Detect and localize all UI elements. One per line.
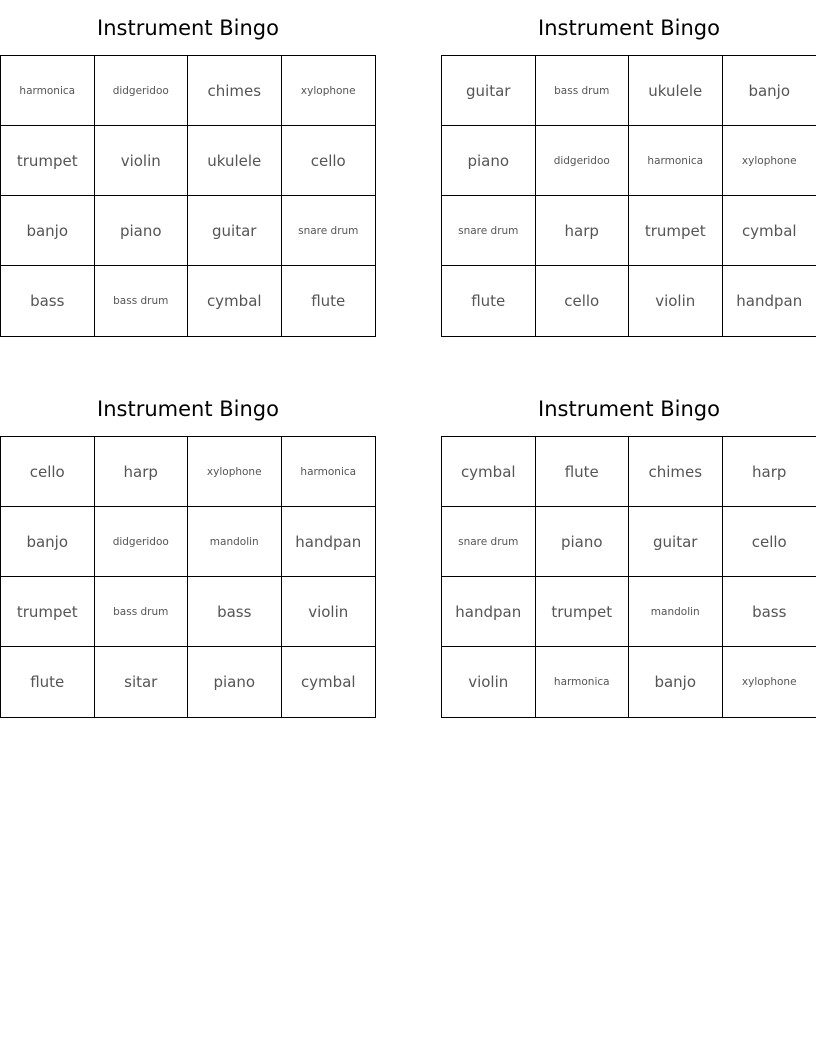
bingo-cell: cello — [723, 507, 816, 577]
bingo-cell: banjo — [1, 196, 95, 266]
bingo-cell: harmonica — [629, 126, 723, 196]
bingo-cell: bass — [188, 577, 282, 647]
bingo-cell: chimes — [188, 56, 282, 126]
card-title: Instrument Bingo — [538, 397, 720, 421]
bingo-grid — [0, 436, 376, 718]
bingo-cell: harmonica — [536, 647, 630, 717]
bingo-cell: violin — [282, 577, 376, 647]
bingo-cell: piano — [536, 507, 630, 577]
card-title: Instrument Bingo — [97, 16, 279, 40]
bingo-cell: cymbal — [300, 673, 356, 691]
bingo-cell: mandolin — [188, 507, 282, 577]
bingo-cell: bass — [723, 577, 816, 647]
bingo-grid — [0, 55, 376, 337]
bingo-cell: banjo — [629, 647, 723, 717]
bingo-cell: chimes — [629, 437, 723, 507]
bingo-cell: trumpet — [1, 577, 95, 647]
bingo-cell: cymbal — [442, 437, 536, 507]
bingo-cell: harp — [536, 196, 630, 266]
bingo-cell: bass drum — [95, 577, 189, 647]
bingo-cell: bass drum — [95, 266, 189, 336]
bingo-cell: didgeridoo — [95, 507, 189, 577]
bingo-cell: harmonica — [282, 437, 376, 507]
bingo-cell: guitar — [629, 507, 723, 577]
bingo-cell: flute — [1, 647, 95, 717]
bingo-cell: cello — [1, 437, 95, 507]
bingo-cell: didgeridoo — [95, 56, 189, 126]
bingo-cell: bass — [1, 266, 95, 336]
bingo-cell: guitar — [188, 196, 282, 266]
bingo-cell: banjo — [1, 507, 95, 577]
bingo-cell: cello — [536, 266, 630, 336]
bingo-cell: handpan — [442, 577, 536, 647]
bingo-cell: piano — [188, 647, 282, 717]
bingo-cell: cello — [282, 126, 376, 196]
bingo-cell: ukulele — [629, 56, 723, 126]
card-title: Instrument Bingo — [538, 16, 720, 40]
bingo-cell: xylophone — [723, 126, 816, 196]
bingo-cell: harp — [95, 437, 189, 507]
bingo-cell: xylophone — [188, 437, 282, 507]
bingo-cell: trumpet — [1, 126, 95, 196]
bingo-cell: bass drum — [536, 56, 630, 126]
bingo-cell: snare drum — [282, 196, 376, 266]
bingo-cell: flute — [442, 266, 536, 336]
bingo-cell: trumpet — [536, 577, 630, 647]
bingo-card-2 — [441, 0, 816, 337]
bingo-cell: cymbal — [723, 196, 816, 266]
bingo-cell: guitar — [442, 56, 536, 126]
bingo-grid — [441, 436, 816, 718]
bingo-cell: handpan — [736, 292, 803, 310]
bingo-cell: harmonica — [1, 56, 95, 126]
bingo-card-4 — [441, 381, 816, 718]
bingo-cell: ukulele — [188, 126, 282, 196]
bingo-cell: mandolin — [629, 577, 723, 647]
bingo-cell: trumpet — [629, 196, 723, 266]
bingo-cell: banjo — [723, 56, 816, 126]
bingo-cell: xylophone — [282, 56, 376, 126]
bingo-cell: piano — [442, 126, 536, 196]
bingo-cell: xylophone — [741, 676, 797, 688]
bingo-grid — [441, 55, 816, 337]
bingo-cell: violin — [442, 647, 536, 717]
bingo-cell: piano — [95, 196, 189, 266]
bingo-cell: violin — [629, 266, 723, 336]
bingo-cell: sitar — [95, 647, 189, 717]
bingo-cell: snare drum — [442, 507, 536, 577]
bingo-card-3 — [0, 381, 376, 718]
bingo-cell: snare drum — [442, 196, 536, 266]
bingo-cell: violin — [95, 126, 189, 196]
bingo-cell: harp — [723, 437, 816, 507]
bingo-card-1 — [0, 0, 376, 337]
bingo-cell: flute — [311, 292, 346, 310]
bingo-cell: flute — [536, 437, 630, 507]
bingo-cell: didgeridoo — [536, 126, 630, 196]
card-title: Instrument Bingo — [97, 397, 279, 421]
bingo-cell: handpan — [282, 507, 376, 577]
bingo-cell: cymbal — [188, 266, 282, 336]
